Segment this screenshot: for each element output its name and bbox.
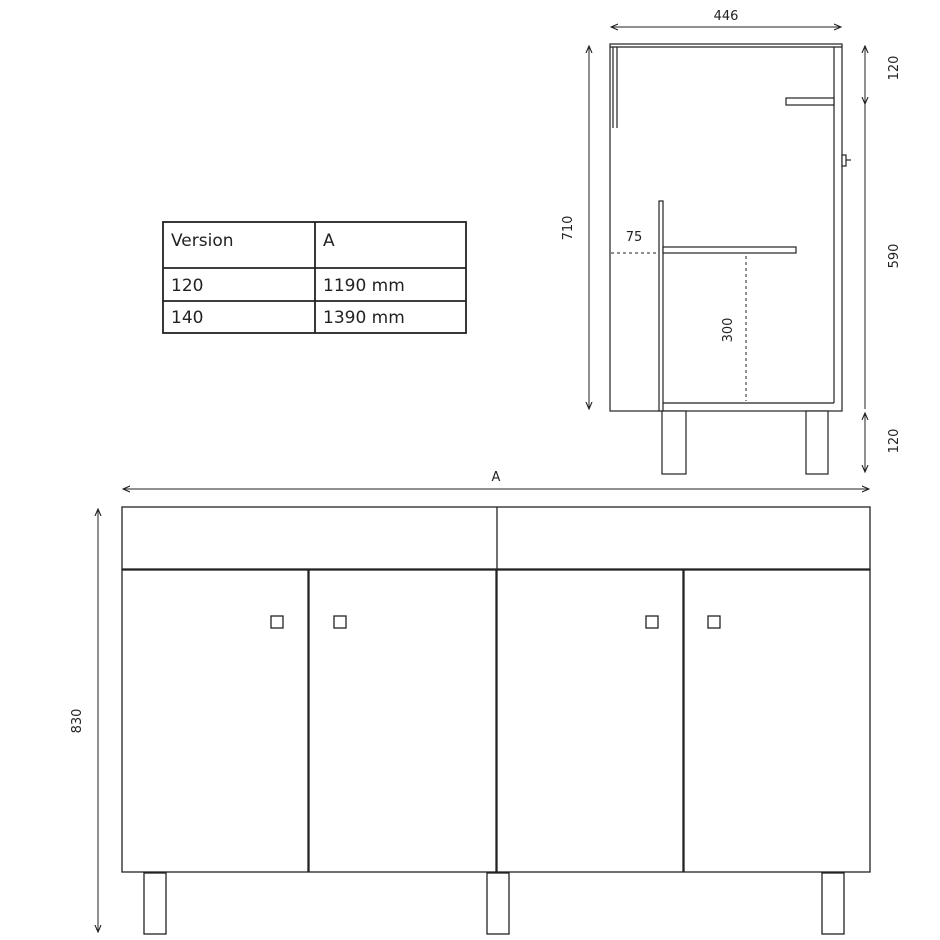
- door-knob: [271, 616, 283, 628]
- dim-panel-offset: 75: [625, 230, 643, 245]
- side-inner-panel: [659, 201, 663, 411]
- door-knob: [334, 616, 346, 628]
- table-cell-version: 140: [171, 308, 204, 328]
- dim-top-gap: 120: [887, 55, 902, 81]
- door-knob: [708, 616, 720, 628]
- side-leg-back: [806, 411, 828, 474]
- front-top-band: [122, 507, 870, 569]
- side-view: [610, 44, 851, 474]
- dim-total-height: 710: [561, 215, 576, 241]
- side-shelf: [663, 247, 796, 253]
- table-header-version: Version: [171, 231, 234, 251]
- table-cell-width: 1190 mm: [323, 276, 405, 296]
- side-handle: [842, 155, 846, 166]
- dim-height: 830: [70, 708, 85, 734]
- side-rail: [786, 98, 834, 105]
- front-door: [309, 570, 496, 872]
- table-cell-width: 1390 mm: [323, 308, 405, 328]
- front-door: [122, 570, 308, 872]
- table-cell-version: 120: [171, 276, 204, 296]
- front-leg: [144, 873, 166, 934]
- front-door: [497, 570, 683, 872]
- front-dimensions: [98, 489, 869, 932]
- side-leg-front: [662, 411, 686, 474]
- dim-shelf-height: 300: [721, 317, 736, 343]
- front-leg: [822, 873, 844, 934]
- dim-width: A: [491, 470, 501, 485]
- dim-leg-height: 120: [887, 428, 902, 454]
- table-header-a: A: [323, 231, 335, 251]
- dim-body-height: 590: [887, 243, 902, 269]
- door-knob: [646, 616, 658, 628]
- front-leg: [487, 873, 509, 934]
- dim-depth: 446: [713, 9, 739, 24]
- front-door: [684, 570, 870, 872]
- front-view: [122, 507, 870, 934]
